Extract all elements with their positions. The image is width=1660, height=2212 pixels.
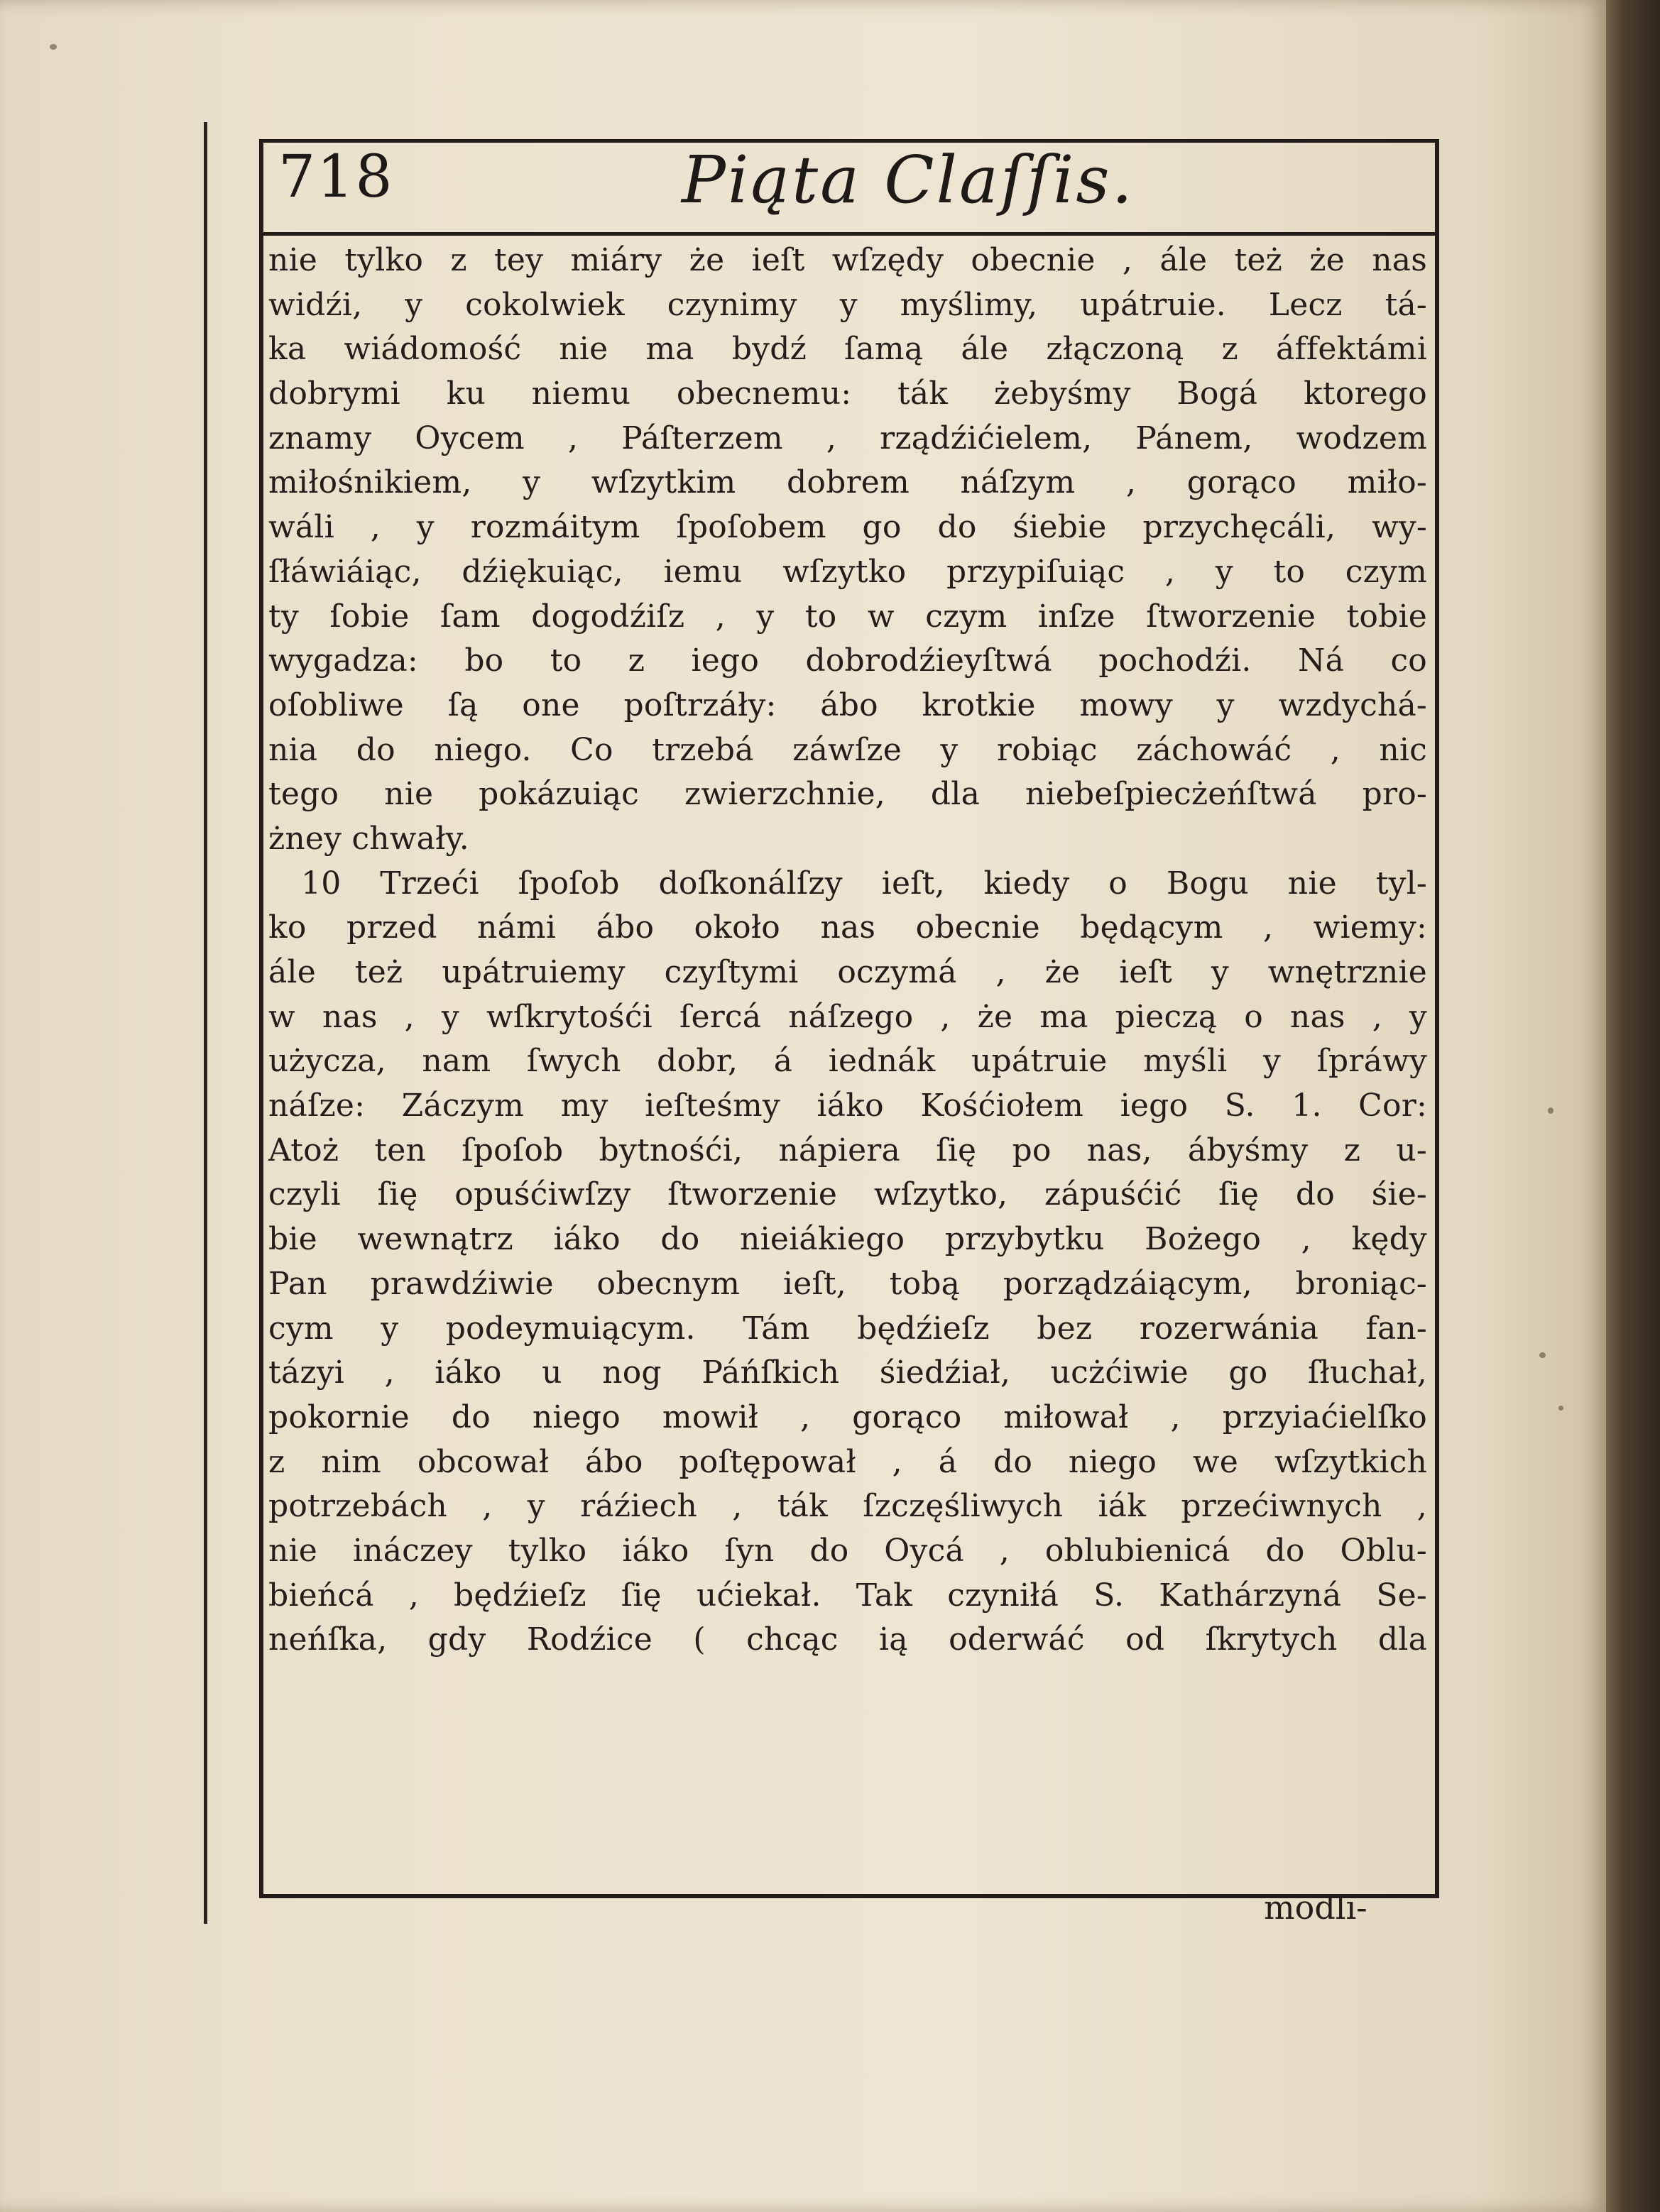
- text-line: potrzebách , y ráźiech , ták ſzczęśliwych iák przećiwnych ,: [268, 1488, 1427, 1525]
- text-line: miłośnikiem, y wſzytkim dobrem náſzym , gorąco miło-: [268, 464, 1427, 501]
- text-line: w nas , y wſkrytośći ſercá náſzego , że ma pieczą o nas , y: [268, 998, 1427, 1035]
- text-line: wygadza: bo to z iego dobrodźieyſtwá pochodźi. Ná co: [268, 642, 1427, 679]
- text-line: náſze: Záczym my ieſteśmy iáko Kośćiołem iego S. 1. Cor:: [268, 1088, 1427, 1124]
- text-line: ty ſobie ſam dogodźiſz , y to w czym inſze ſtworzenie tobie: [268, 598, 1427, 635]
- text-line: cym y podeymuiącym. Tám będźieſz bez rozerwánia fan-: [268, 1310, 1427, 1347]
- text-line: z nim obcował ábo poſtępował , á do niego we wſzytkich: [268, 1443, 1427, 1480]
- text-line: neńſka, gdy Rodźice ( chcąc ią oderwáć od ſkrytych dla: [268, 1621, 1427, 1658]
- text-line: bieńcá , będźieſz ſię ućiekał. Tak czyniłá S. Kathárzyná Se-: [268, 1577, 1427, 1614]
- paragraph-start-line: 10 Trzeći ſpoſob doſkonálſzy ieſt, kiedy o Bogu nie tyl-: [301, 865, 1427, 902]
- text-line: ſłáwiáiąc, dźiękuiąc, iemu wſzytko przypiſuiąc , y to czym: [268, 553, 1427, 590]
- text-line: wáli , y rozmáitym ſpoſobem go do śiebie przychęcáli, wy-: [268, 509, 1427, 546]
- paper-speck: [1539, 1352, 1546, 1358]
- text-line: nie ináczey tylko iáko ſyn do Oycá , oblubienicá do Oblu-: [268, 1532, 1427, 1569]
- text-line: pokornie do niego mowił , gorąco miłował , przyiaćielſko: [268, 1398, 1427, 1435]
- text-line: ko przed námi ábo około nas obecnie będącym , wiemy:: [268, 909, 1427, 946]
- header-rule: [263, 232, 1435, 236]
- text-line: ka wiádomość nie ma bydź ſamą ále złączoną z áffektámi: [268, 331, 1427, 368]
- page-number: 718: [278, 143, 394, 211]
- running-title: Piąta Claſſis.: [682, 142, 1135, 218]
- text-line: czyli ſię opuśćiwſzy ſtworzenie wſzytko, zápuśćić ſię do śie-: [268, 1176, 1427, 1213]
- paper-speck: [1558, 1406, 1563, 1411]
- text-line: użycza, nam ſwych dobr, á iednák upátruie myśli y ſpráwy: [268, 1043, 1427, 1080]
- text-line: Atoż ten ſpoſob bytnośći, nápiera ſię po nas, ábyśmy z u-: [268, 1132, 1427, 1168]
- paper-speck: [50, 44, 57, 50]
- text-line: nie tylko z tey miáry że ieſt wſzędy obecnie , ále też że nas: [268, 242, 1427, 278]
- body-text: [268, 239, 1427, 1663]
- catchword: modli-: [1264, 1888, 1367, 1927]
- outer-margin-rule: [204, 122, 207, 1924]
- text-line: bie wewnątrz iáko do nieiákiego przybytku Bożego , kędy: [268, 1221, 1427, 1258]
- text-line: tego nie pokázuiąc zwierzchnie, dla niebeſpiecżeńſtwá pro-: [268, 776, 1427, 813]
- text-line: żney chwały.: [268, 820, 469, 857]
- page-header: [270, 142, 1427, 226]
- text-line: dobrymi ku niemu obecnemu: ták żebyśmy Bogá ktorego: [268, 376, 1427, 412]
- book-spine-edge: [1598, 0, 1660, 2212]
- text-line: znamy Oycem , Páſterzem , rządźićielem, Pánem, wodzem: [268, 420, 1427, 456]
- paper-speck: [1548, 1107, 1553, 1114]
- text-line: tázyi , iáko u nog Páńſkich śiedźiał, ucżćiwie go ſłuchał,: [268, 1354, 1427, 1391]
- text-line: widźi, y cokolwiek czynimy y myślimy, upátruie. Lecz tá-: [268, 286, 1427, 323]
- text-line: oſobliwe ſą one poſtrzáły: ábo krotkie mowy y wzdychá-: [268, 686, 1427, 723]
- text-line: Pan prawdźiwie obecnym ieſt, tobą porządzáiącym, broniąc-: [268, 1265, 1427, 1302]
- text-line: ále też upátruiemy czyſtymi oczymá , że ieſt y wnętrznie: [268, 954, 1427, 990]
- text-line: nia do niego. Co trzebá záwſze y robiąc záchowáć , nic: [268, 731, 1427, 768]
